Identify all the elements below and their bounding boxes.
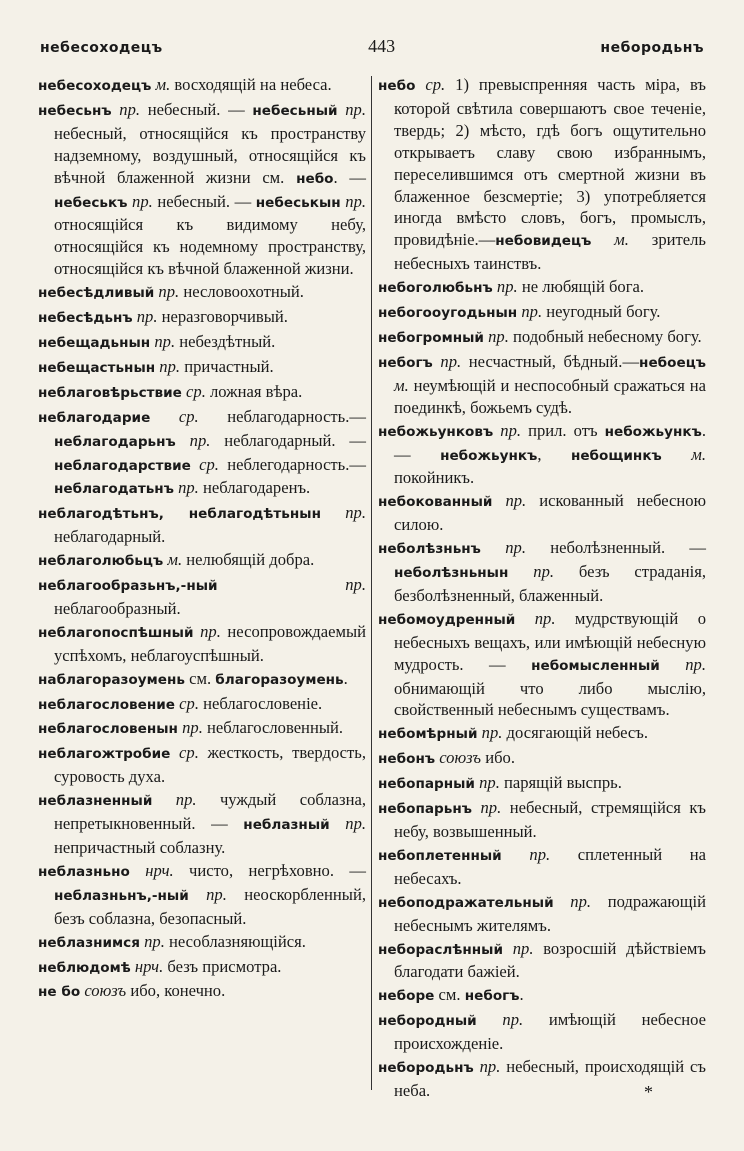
headword: неборе: [378, 988, 435, 1005]
dictionary-entry: [378, 1056, 706, 1102]
definition-text: покойникъ.: [394, 468, 475, 488]
headword: небеськын: [255, 194, 341, 211]
headword: неблазный: [243, 817, 330, 834]
headword: небораслѣнный: [378, 941, 503, 958]
dictionary-entry: [378, 326, 706, 350]
grammar-label: пр.: [502, 1010, 524, 1030]
page-number: 443: [368, 36, 396, 56]
definition-text: прил. отъ: [521, 420, 605, 440]
grammar-label: пр.: [154, 331, 176, 351]
dictionary-entry: [38, 693, 366, 717]
headword: небопарный: [378, 776, 475, 793]
dictionary-entry: [38, 980, 366, 1004]
definition-text: подобный небесному богу.: [508, 326, 702, 346]
dictionary-entry: [378, 351, 706, 419]
dictionary-entry: [38, 331, 366, 355]
dictionary-entry: [38, 74, 366, 98]
headword: небоподражательный: [378, 894, 554, 911]
definition-text: см.: [434, 985, 465, 1005]
grammar-label: пр.: [345, 575, 366, 595]
headword: неблаговѣрьствие: [38, 384, 182, 401]
grammar-label: пр.: [570, 891, 592, 911]
headword: неблагожтробие: [38, 746, 171, 763]
headword: неблагодарьнъ: [54, 433, 176, 450]
definition-text: восходящій на небеса.: [170, 75, 332, 94]
headword: небожьунковъ: [378, 423, 494, 440]
definition-text: безъ присмотра.: [163, 956, 282, 976]
dictionary-entry: [378, 891, 706, 937]
definition-text: неумѣющій и неспособный сражаться на поединкѣ, божьемъ судѣ.: [394, 375, 706, 417]
definition-text: небесный, относящійся къ пространству надземному, воздушный, относящійся къ вѣчной блаженной жизни см.: [54, 123, 366, 187]
grammar-label: пр.: [132, 191, 153, 211]
dictionary-entry: [38, 717, 366, 741]
grammar-label: пр.: [529, 844, 551, 864]
definition-text: несопровождаемый успѣхомъ, неблагоуспѣшный.: [54, 621, 366, 665]
headword: небогъ: [464, 988, 520, 1005]
definition-text: [481, 538, 505, 557]
headword: неблагодатьнъ: [54, 481, 174, 498]
grammar-label: пр.: [481, 723, 503, 743]
definition-text: [150, 407, 179, 426]
grammar-label: нрч.: [134, 956, 164, 976]
grammar-label: пр.: [500, 420, 522, 440]
headword: небопарьнъ: [378, 801, 472, 818]
definition-text: неблегодарность.—: [218, 454, 366, 474]
grammar-label: союзъ: [439, 748, 482, 768]
headword: небородьнъ: [378, 1060, 474, 1077]
headword: небощинкъ: [570, 447, 662, 464]
definition-text: неоскорбленный, безъ соблазна, безопасный.: [54, 884, 366, 928]
headword: неблагодѣтьнъ, неблагодѣтьнын: [38, 506, 321, 523]
grammar-label: пр.: [440, 351, 462, 371]
dictionary-entry: [38, 356, 366, 380]
headword: неблазненный: [38, 793, 153, 810]
definition-text: [502, 845, 530, 864]
definition-text: [176, 431, 190, 450]
headword: небоецъ: [639, 354, 707, 371]
definition-text: искованный небесною силою.: [394, 491, 706, 535]
definition-text: [660, 655, 685, 674]
dictionary-entry: [378, 74, 706, 275]
dictionary-entry: [378, 608, 706, 722]
grammar-label: пр.: [182, 718, 203, 738]
definition-text: неблагообразный.: [54, 598, 181, 618]
definition-text: имѣющій небесное происхожденіе.: [394, 1010, 706, 1054]
grammar-label: пр.: [505, 538, 526, 558]
headword: небещастьнын: [38, 359, 156, 376]
dictionary-entry: [38, 574, 366, 620]
definition-text: мудрствующій о небесныхъ вещахъ, или имѣющій небесную мудрость. —: [394, 608, 706, 674]
grammar-label: пр.: [345, 814, 367, 834]
headword: небожьункъ: [604, 423, 702, 440]
grammar-label: м.: [394, 375, 409, 395]
dictionary-entry: [38, 789, 366, 859]
headword: небеськъ: [54, 194, 128, 211]
definition-text: [492, 491, 505, 510]
headword: неблагодарствие: [54, 457, 191, 474]
dictionary-entry: [378, 276, 706, 300]
headword: неблагодарие: [38, 409, 151, 426]
grammar-label: м.: [155, 75, 171, 94]
definition-text: относящійся къ видимому небу, относящійся къ нодемному пространству, относящійся къ вѣчной блаженной жизни.: [54, 215, 366, 279]
grammar-label: союзъ: [84, 981, 127, 1001]
headword: неблазньно: [38, 863, 130, 880]
dictionary-entry: [378, 938, 706, 984]
dictionary-entry: [38, 99, 366, 280]
definition-text: [218, 575, 346, 594]
definition-text: неблагодарность.—: [198, 406, 366, 426]
headword: небесьнъ: [38, 102, 112, 119]
definition-text: не любящій бога.: [517, 277, 645, 297]
definition-text: неугодный богу.: [542, 302, 661, 322]
definition-text: [415, 75, 425, 94]
headword: небесоходецъ: [38, 78, 152, 94]
grammar-label: пр.: [533, 562, 555, 582]
definition-text: [515, 609, 534, 628]
definition-text: [189, 885, 206, 904]
grammar-label: ср.: [425, 75, 446, 94]
definition-text: [508, 562, 533, 581]
grammar-label: нрч.: [145, 860, 174, 880]
definition-text: [330, 814, 346, 833]
dictionary-entry: [378, 984, 706, 1008]
headword: неблагословение: [38, 696, 175, 713]
dictionary-entry: [38, 621, 366, 667]
definition-text: непричастный соблазну.: [54, 838, 226, 857]
dictionary-entry: [38, 956, 366, 980]
definition-text: несоблазняющійся.: [164, 931, 306, 951]
headword: небожьункъ: [440, 447, 538, 464]
definition-text: несчастный, бѣдный.—: [461, 351, 640, 371]
grammar-label: пр.: [345, 99, 366, 119]
grammar-label: пр.: [488, 326, 509, 346]
dictionary-entry: [378, 772, 706, 796]
definition-text: неблагословенный.: [202, 718, 343, 738]
grammar-label: ср.: [179, 743, 199, 763]
headword: неблагообразьнъ,-ный: [38, 578, 218, 595]
grammar-label: пр.: [496, 277, 518, 297]
dictionary-entry: [38, 381, 366, 405]
dictionary-entry: [38, 306, 366, 330]
grammar-label: пр.: [480, 798, 502, 818]
headword: небоплетенный: [378, 847, 502, 864]
headword: не бо: [38, 984, 81, 1001]
definition-text: небездѣтный.: [175, 331, 276, 351]
definition-text: неблагодарный. —: [210, 430, 367, 450]
dictionary-entry: [38, 931, 366, 955]
definition-text: подражающій небеснымъ жителямъ.: [394, 891, 706, 935]
definition-text: причастный.: [180, 356, 274, 376]
headword: небогъ: [378, 354, 433, 371]
grammar-label: пр.: [479, 1057, 501, 1077]
definition-text: .: [519, 985, 524, 1005]
dictionary-entry: [378, 1009, 706, 1055]
definition-text: сплетенный на небесахъ.: [394, 844, 707, 888]
grammar-label: пр.: [345, 191, 367, 211]
dictionary-entry: [378, 301, 706, 325]
definition-text: [477, 1010, 503, 1029]
headword: благоразоумень: [215, 671, 344, 688]
definition-text: неблагодаренъ.: [198, 478, 311, 498]
grammar-label: пр.: [144, 931, 165, 951]
definition-text: безъ страданія, безболѣзненный, блаженный.: [394, 562, 706, 605]
headword: небо: [296, 170, 334, 187]
headword: наблагоразоумень: [38, 671, 185, 688]
headword: неблаголюбьцъ: [38, 553, 164, 570]
definition-text: жесткость, твердость, суровость духа.: [54, 743, 366, 787]
headword: небоголюбьнъ: [378, 280, 493, 297]
grammar-label: пр.: [685, 654, 706, 674]
definition-text: неблагодарный.: [54, 527, 166, 547]
headword: небонъ: [378, 751, 436, 768]
definition-text: неболѣзненный. —: [525, 538, 707, 558]
grammar-label: м.: [691, 444, 706, 464]
definition-text: [591, 230, 614, 249]
headword: неблагословенын: [38, 721, 178, 738]
definition-text: .: [343, 668, 348, 688]
page-header: [40, 36, 704, 62]
definition-text: [152, 790, 175, 809]
grammar-label: пр.: [189, 430, 211, 450]
headword: небесьный: [252, 102, 338, 119]
grammar-label: пр.: [512, 938, 534, 958]
headword: небомоудренный: [378, 611, 516, 628]
grammar-label: пр.: [178, 478, 199, 498]
definition-text: [554, 892, 571, 911]
definition-text: . —: [394, 420, 706, 464]
headword: небесѣдьнъ: [38, 310, 133, 327]
headword: неблазньнъ,-ный: [54, 887, 189, 904]
headword: неболѣзньнын: [394, 565, 509, 582]
grammar-label: пр.: [175, 790, 197, 810]
headword: небесѣдливый: [38, 285, 155, 302]
definition-text: 1) превыспренняя часть міра, въ которой свѣтила совершаютъ свое теченіе, твердь; 2) мѣсто, гдѣ богъ ощутительно открываетъ славу свою избраннымъ, переселившимся отъ смертной жизни въ блаженное безсмертіе; 3) употребляется иногда вмѣсто словъ, богъ, промыслъ, провидѣніе.—: [394, 75, 706, 250]
headword: неблагопоспѣшный: [38, 624, 194, 641]
grammar-label: пр.: [206, 884, 227, 904]
grammar-label: м.: [167, 550, 183, 570]
dictionary-entry: [378, 537, 706, 607]
grammar-label: пр.: [158, 282, 180, 302]
definition-text: небесный. —: [140, 99, 253, 119]
headword: неблюдомѣ: [38, 959, 131, 976]
definition-text: ,: [537, 444, 571, 464]
grammar-label: пр.: [200, 621, 221, 641]
definition-text: нелюбящій добра.: [182, 550, 315, 570]
headword: небещадьнын: [38, 334, 151, 351]
headword: небокованный: [378, 494, 493, 511]
grammar-label: пр.: [136, 307, 158, 327]
grammar-label: пр.: [479, 773, 500, 793]
headword: небогромный: [378, 329, 484, 346]
definition-text: [191, 455, 199, 474]
definition-text: небесный, стремящійся къ небу, возвышенный.: [394, 798, 706, 841]
definition-text: ибо, конечно.: [126, 981, 226, 1001]
running-head-right: небородьнъ: [600, 40, 704, 56]
headword: небомысленный: [531, 657, 660, 674]
dictionary-entry: [378, 747, 706, 771]
dictionary-entry: [38, 742, 366, 788]
dictionary-entry: [378, 844, 706, 890]
grammar-label: ср.: [179, 693, 199, 713]
definition-text: досягающій небесъ.: [502, 723, 649, 743]
definition-text: ложная вѣра.: [205, 381, 303, 401]
dictionary-entry: [38, 549, 366, 573]
definition-text: чуждый соблазна, непретыкновенный. —: [54, 790, 366, 834]
headword: небовидецъ: [495, 233, 592, 250]
definition-text: неблагословеніе.: [198, 693, 323, 713]
definition-text: несловоохотный.: [179, 282, 304, 302]
definition-text: парящій выспрь.: [499, 773, 622, 793]
headword: небо: [378, 78, 416, 94]
definition-text: [503, 939, 513, 958]
definition-text: возросшій дѣйствіемъ благодати бажіей.: [394, 938, 706, 982]
definition-text: чисто, негрѣховно. —: [173, 860, 366, 880]
dictionary-entry: [38, 502, 366, 548]
left-column: [38, 74, 366, 1005]
dictionary-entry: [378, 420, 706, 490]
grammar-label: пр.: [521, 302, 543, 322]
definition-text: [662, 445, 691, 464]
definition-text: [321, 503, 345, 522]
dictionary-entry: [38, 860, 366, 930]
footer-mark: *: [644, 1082, 653, 1102]
dictionary-entry: [38, 281, 366, 305]
grammar-label: пр.: [534, 608, 556, 628]
definition-text: неразговорчивый.: [157, 307, 288, 327]
headword: неболѣзньнъ: [378, 541, 481, 558]
definition-text: [130, 861, 145, 880]
grammar-label: пр.: [159, 356, 181, 376]
dictionary-entry: [38, 406, 366, 502]
running-head-left: небесоходецъ: [40, 40, 163, 56]
grammar-label: ср.: [178, 406, 199, 426]
column-divider: [371, 76, 372, 1090]
definition-text: ибо.: [481, 748, 515, 768]
grammar-label: ср.: [186, 381, 206, 401]
dictionary-entry: [378, 797, 706, 843]
definition-text: обнимающій что либо мыслію, свойственный небеснымъ существамъ.: [394, 678, 706, 720]
grammar-label: м.: [614, 230, 629, 250]
headword: небородный: [378, 1013, 477, 1030]
definition-text: . —: [333, 167, 367, 187]
dictionary-entry: [378, 490, 706, 536]
headword: неблазнимся: [38, 934, 140, 951]
grammar-label: ср.: [199, 454, 219, 474]
headword: небомѣрный: [378, 726, 478, 743]
grammar-label: пр.: [119, 99, 141, 119]
grammar-label: пр.: [505, 491, 527, 511]
grammar-label: пр.: [345, 503, 366, 523]
dictionary-entry: [378, 722, 706, 746]
definition-text: [170, 743, 179, 762]
definition-text: небесный. —: [152, 191, 256, 211]
headword: небогооугодьнын: [378, 305, 518, 322]
definition-text: зритель небесныхъ таинствъ.: [394, 230, 706, 274]
right-column: [378, 74, 706, 1103]
definition-text: небесный, происходящій съ неба.: [394, 1057, 706, 1100]
definition-text: см.: [184, 668, 216, 688]
dictionary-entry: [38, 668, 366, 692]
